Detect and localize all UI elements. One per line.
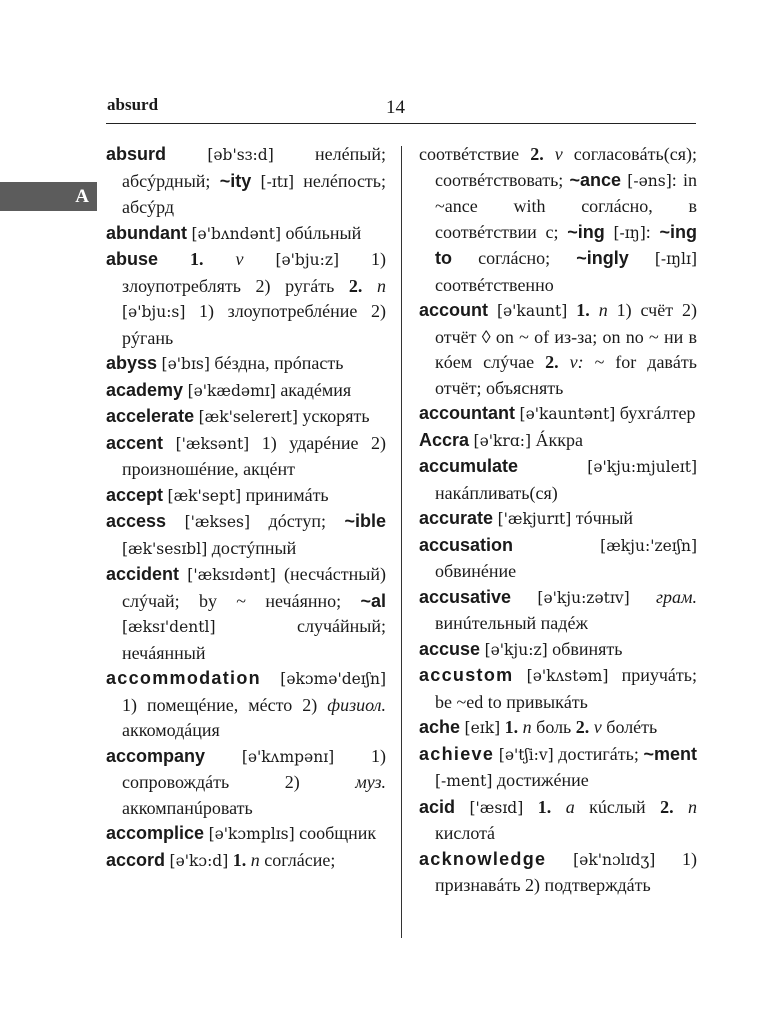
entry-text: (несчáстный) слýчай; by ~ нечáянно; [122, 564, 386, 611]
entry-transcription: [ə'tʃi:v] [498, 745, 554, 764]
entry-text: 1) злоупотреблéние 2) рýгань [122, 301, 386, 348]
entry-derivative: ~ingly [576, 248, 629, 268]
entry-text [518, 456, 587, 476]
entry-text [488, 300, 497, 320]
dictionary-entry [419, 585, 697, 637]
entry-transcription: [ə'kʌstəm] [526, 667, 609, 685]
entry-text: ~ for давáть отчёт; объяснять [435, 352, 698, 398]
entry-text: обвинéние [435, 561, 517, 581]
entry-text: нелéпый; абсýрдный; [122, 144, 386, 191]
entry-text: соотвéтствие [419, 144, 531, 164]
entry-text [166, 144, 207, 164]
entry-headword: acknowledge [419, 848, 547, 869]
entry-text [513, 535, 600, 555]
dictionary-entry [419, 401, 697, 428]
entry-text [261, 668, 280, 688]
entry-transcription: [ək'nɔlɪdʒ] [573, 850, 656, 869]
entry-sense-number: 1. [190, 249, 204, 269]
entry-text: тóчный [571, 508, 634, 528]
entry-text: соглáсие; [259, 849, 336, 870]
entry-text: боль [531, 717, 576, 737]
entry-text [205, 746, 242, 766]
entry-text: Áккра [531, 429, 584, 450]
entry-transcription: [ə'kju:zətɪv] [537, 588, 630, 607]
entry-transcription: [ə'kju:z] [484, 640, 548, 659]
dictionary-entry [106, 404, 386, 431]
dictionary-entry [419, 506, 697, 533]
entry-text [513, 665, 526, 685]
entry-transcription: ['æksənt] [175, 434, 250, 453]
entry-headword: accuse [419, 638, 481, 659]
entry-transcription: [ə'kaunt] [496, 302, 568, 320]
entry-headword: accept [106, 484, 164, 505]
entry-text: 1) злоупотреблять 2) ругáть [122, 249, 387, 296]
entry-text: кúслый [574, 796, 661, 817]
entry-text: 1) сопровождáть 2) [122, 745, 386, 792]
entry-text [544, 144, 555, 164]
entry-sense-number: 2. [660, 796, 674, 817]
entry-text [511, 587, 537, 607]
entry-headword: accident [106, 564, 180, 584]
entry-text: аккомпанúровать [122, 797, 253, 818]
entry-text [590, 300, 599, 320]
dictionary-entry [106, 247, 386, 351]
letter-tab: A [0, 182, 97, 211]
entry-headword: abundant [106, 222, 187, 243]
entry-headword: accustom [419, 665, 514, 685]
dictionary-entry [106, 431, 386, 483]
entry-transcription: [æk'sept] [167, 486, 242, 505]
entry-derivative: ~ing to [435, 221, 697, 268]
dictionary-entry [419, 795, 697, 847]
dictionary-entry [419, 847, 697, 899]
entry-headword: accent [106, 432, 164, 453]
entry-sense-number: 2. [575, 717, 590, 737]
entry-headword: accord [106, 849, 166, 870]
entry-text: обвинять [547, 638, 623, 659]
entry-text: бухгáлтер [615, 403, 696, 423]
entry-text: кислотá [435, 823, 495, 843]
entry-text: обúльный [281, 222, 362, 243]
dictionary-entry [106, 351, 386, 378]
column-divider [401, 146, 402, 938]
running-head: absurd [107, 95, 159, 114]
entry-grammar-label: муз. [355, 772, 386, 792]
dictionary-entry [106, 821, 386, 848]
dictionary-entry [419, 298, 697, 401]
dictionary-entry [419, 533, 697, 585]
entry-transcription: [əkɔmə'deɪʃn] [280, 670, 386, 688]
entry-transcription: [ə'kɔmplɪs] [208, 825, 295, 843]
entry-transcription: [æk'sesɪbl] [122, 539, 208, 558]
page-number: 14 [386, 97, 405, 118]
entry-headword: achieve [419, 743, 495, 764]
dictionary-entry [106, 483, 386, 510]
entry-text: принимáть [241, 484, 329, 505]
entry-text [551, 797, 565, 817]
entry-grammar-label: n [598, 300, 608, 320]
entry-text: достигáть; [553, 743, 644, 764]
dictionary-entry [106, 221, 386, 248]
entry-text [166, 511, 185, 531]
entry-text [630, 587, 656, 607]
entry-text: 1) ударéние 2) произношéние, акцéнт [122, 432, 386, 479]
entry-headword: accompany [106, 745, 206, 766]
entry-headword: acid [419, 796, 456, 817]
entry-text: : [645, 221, 660, 242]
entry-grammar-label: v: [569, 352, 584, 372]
dictionary-entry [106, 509, 386, 562]
entry-sense-number: 2. [348, 275, 363, 296]
entry-headword: absurd [106, 144, 167, 164]
entry-headword: Accra [419, 429, 470, 450]
entry-headword: accusative [419, 586, 512, 607]
entry-text [546, 849, 573, 869]
entry-headword: accommodation [106, 668, 261, 688]
entry-text: 1) признавáть 2) подтверждáть [435, 848, 698, 895]
entry-derivative: ~ible [344, 511, 386, 531]
entry-text [158, 249, 190, 269]
left-column [106, 142, 386, 874]
entry-headword: abyss [106, 353, 158, 373]
header-rule [106, 123, 696, 124]
entry-transcription: [ə'kauntənt] [519, 405, 616, 423]
entry-text: болéть [601, 717, 658, 737]
dictionary-entry [106, 848, 386, 875]
entry-transcription: [æksɪ'dentl] [122, 618, 216, 636]
dictionary-entry [419, 428, 697, 455]
entry-text: нелéпость; абсýрд [122, 170, 387, 217]
entry-transcription: [-ɪŋlɪ] [654, 250, 697, 268]
entry-headword: accelerate [106, 406, 195, 426]
entry-transcription: [ə'bɪs] [161, 355, 210, 373]
entry-transcription: [-ment] [435, 772, 493, 790]
entry-derivative: ~al [360, 590, 386, 611]
entry-headword: ache [419, 717, 461, 737]
entry-sense-number: 2. [530, 144, 544, 164]
entry-text [251, 171, 260, 191]
entry-transcription: ['ækjurɪt] [497, 510, 572, 528]
entry-grammar-label: физиол. [327, 694, 386, 715]
entry-derivative: ~ment [643, 743, 698, 764]
entry-transcription: [ə'bʌndənt] [191, 224, 281, 243]
entry-transcription: [ə'kʌmpənɪ] [241, 747, 335, 766]
entry-derivative: ~ing [567, 221, 605, 242]
entry-sense-number: 1. [504, 717, 519, 737]
entry-text: достижéние [492, 770, 589, 790]
dictionary-entry [419, 454, 697, 506]
entry-grammar-label: n [250, 849, 260, 870]
entry-text: достýпный [207, 537, 297, 558]
entry-transcription: ['æksɪdənt] [187, 566, 276, 584]
entry-transcription: [əb'sɜ:d] [207, 146, 274, 164]
entry-sense-number: 1. [232, 849, 247, 870]
entry-sense-number: 2. [545, 352, 559, 372]
entry-headword: accomplice [106, 823, 205, 843]
entry-text: аккомодáция [122, 720, 220, 740]
dictionary-entry [106, 562, 386, 666]
entry-transcription: ['æsɪd] [469, 798, 524, 817]
entry-text: бéздна, прóпасть [209, 353, 344, 373]
entry-text [455, 797, 469, 817]
entry-transcription: [-əns] [627, 171, 672, 190]
entry-grammar-label: грам. [655, 586, 697, 607]
entry-grammar-label: n [522, 717, 532, 737]
entry-text: сообщник [294, 823, 377, 843]
entry-transcription: [-ɪtɪ] [260, 172, 294, 191]
entry-text [243, 249, 275, 269]
entry-text [523, 797, 537, 817]
entry-headword: abuse [106, 249, 159, 269]
entry-text: накáпливать(ся) [435, 482, 558, 503]
right-column [419, 142, 697, 899]
entry-transcription: [ækju:'zeɪʃn] [600, 536, 697, 555]
entry-headword: academy [106, 379, 184, 400]
dictionary-entry [419, 637, 697, 664]
entry-transcription: [ə'kɔ:d] [169, 851, 229, 870]
entry-sense-number: 1. [537, 796, 552, 817]
entry-grammar-label: v [554, 144, 563, 164]
dictionary-entry [419, 742, 697, 795]
entry-transcription: [ə'kju:mjuleɪt] [587, 458, 697, 476]
entry-headword: access [106, 511, 167, 531]
entry-headword: accurate [419, 508, 494, 528]
entry-grammar-label: a [565, 796, 575, 817]
dictionary-entry [419, 663, 697, 715]
entry-grammar-label: v [235, 249, 244, 269]
entry-headword: account [419, 300, 489, 320]
entry-grammar-label: v [593, 717, 602, 737]
entry-text: 1) счёт 2) отчёт ◊ on ~ of из-за; on no ~ ни в кóем слýчае [435, 300, 698, 372]
entry-text [362, 276, 377, 296]
entry-transcription: [eɪk] [464, 719, 501, 737]
entry-sense-number: 1. [576, 300, 590, 320]
entry-text [567, 300, 576, 320]
dictionary-entry [106, 142, 386, 221]
entry-derivative: ~ity [219, 170, 252, 191]
entry-text [204, 249, 236, 269]
entry-transcription: [-ɪŋ] [613, 223, 646, 242]
entry-headword: accumulate [419, 456, 519, 476]
entry-transcription: [ə'bju:z] [275, 251, 340, 269]
dictionary-entry [106, 744, 386, 822]
entry-headword: accountant [419, 403, 516, 423]
entry-derivative: ~ance [569, 169, 622, 190]
entry-text: : in ~ance with соглáсно, в соотвéтствии с; [435, 169, 697, 242]
entry-text: 1) помещéние, мéсто 2) [122, 694, 328, 715]
dictionary-entry [106, 666, 386, 744]
entry-text [163, 433, 176, 453]
entry-text: случáйный; нечáянный [122, 616, 386, 663]
dictionary-entry [419, 142, 697, 298]
entry-transcription: [ə'krɑ:] [473, 431, 532, 450]
entry-text: соотвéтственно [435, 274, 554, 295]
entry-text: приучáть; be ~ed to привыкáть [435, 665, 697, 712]
dictionary-entry [419, 715, 697, 742]
entry-transcription: ['ækses] [184, 513, 251, 531]
entry-transcription: [ə'kædəmɪ] [187, 381, 276, 400]
entry-headword: accusation [419, 534, 514, 555]
entry-text [629, 248, 655, 268]
entry-text [559, 352, 570, 372]
entry-grammar-label: n [688, 796, 698, 817]
entry-text: ускорять [297, 406, 370, 426]
entry-text: соглáсно; [452, 248, 577, 268]
entry-text: дóступ; [250, 511, 345, 531]
entry-text: согласовáть(ся); соотвéтствовать; [435, 144, 698, 190]
entry-text [674, 797, 688, 817]
entry-text: акадéмия [275, 379, 352, 400]
dictionary-entry [106, 378, 386, 405]
entry-text: винúтельный падéж [435, 613, 588, 633]
entry-transcription: [ə'bju:s] [122, 303, 186, 321]
entry-transcription: [æk'selereɪt] [198, 408, 298, 426]
entry-grammar-label: n [377, 275, 386, 296]
